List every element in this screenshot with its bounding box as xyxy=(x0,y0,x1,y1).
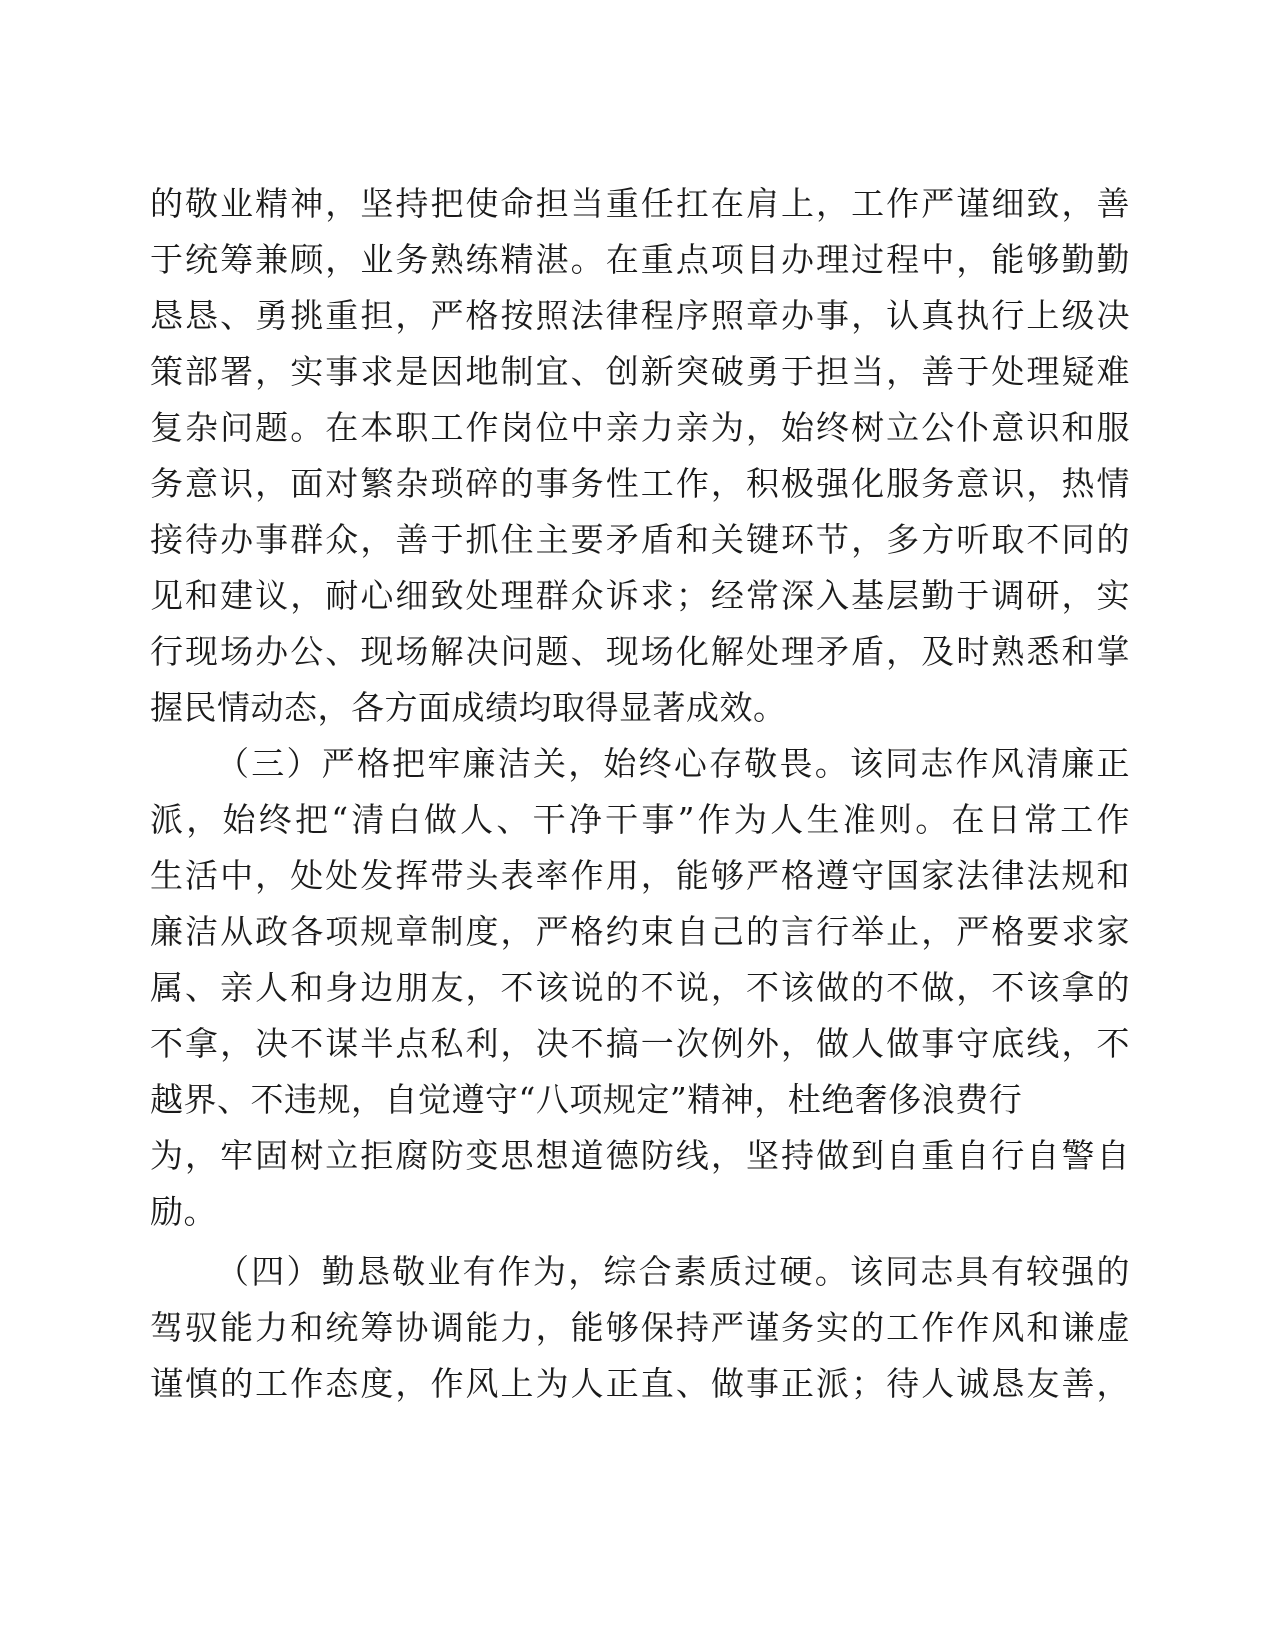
text-line-14: 廉洁从政各项规章制度，严格约束自己的言行举止，严格要求家 xyxy=(150,912,1130,951)
text-line-9: 行现场办公、现场解决问题、现场化解处理矛盾，及时熟悉和掌 xyxy=(150,632,1130,671)
text-line-18: 为，牢固树立拒腐防变思想道德防线，坚持做到自重自行自警自 xyxy=(150,1136,1130,1175)
section-3-heading-line: （三）严格把牢廉洁关，始终心存敬畏。该同志作风清廉正 xyxy=(216,744,1130,783)
text-line-19: 励。 xyxy=(150,1192,217,1231)
text-line-2: 于统筹兼顾，业务熟练精湛。在重点项目办理过程中，能够勤勤 xyxy=(150,240,1130,279)
text-line-15: 属、亲人和身边朋友，不该说的不说，不该做的不做，不该拿的 xyxy=(150,968,1130,1007)
text-line-3: 恳恳、勇挑重担，严格按照法律程序照章办事，认真执行上级决 xyxy=(150,296,1130,335)
text-line-17: 越界、不违规，自觉遵守“八项规定”精神，杜绝奢侈浪费行 xyxy=(150,1080,1023,1119)
text-line-16: 不拿，决不谋半点私利，决不搞一次例外，做人做事守底线，不 xyxy=(150,1024,1130,1063)
section-4-heading-line: （四）勤恳敬业有作为，综合素质过硬。该同志具有较强的 xyxy=(216,1252,1130,1291)
text-line-1: 的敬业精神，坚持把使命担当重任扛在肩上，工作严谨细致，善 xyxy=(150,184,1130,223)
text-line-21: 驾驭能力和统筹协调能力，能够保持严谨务实的工作作风和谦虚 xyxy=(150,1308,1130,1347)
text-line-13: 生活中，处处发挥带头表率作用，能够严格遵守国家法律法规和 xyxy=(150,856,1130,895)
text-line-5: 复杂问题。在本职工作岗位中亲力亲为，始终树立公仆意识和服 xyxy=(150,408,1130,447)
text-line-4: 策部署，实事求是因地制宜、创新突破勇于担当，善于处理疑难 xyxy=(150,352,1130,391)
text-line-10: 握民情动态，各方面成绩均取得显著成效。 xyxy=(150,688,787,727)
text-line-8: 见和建议，耐心细致处理群众诉求；经常深入基层勤于调研，实 xyxy=(150,576,1130,615)
text-line-7: 接待办事群众，善于抓住主要矛盾和关键环节，多方听取不同的 xyxy=(150,520,1130,559)
text-line-12: 派，始终把“清白做人、干净干事”作为人生准则。在日常工作 xyxy=(150,800,1130,839)
text-line-22: 谨慎的工作态度，作风上为人正直、做事正派；待人诚恳友善， xyxy=(150,1364,1130,1403)
text-line-6: 务意识，面对繁杂琐碎的事务性工作，积极强化服务意识，热情 xyxy=(150,464,1130,503)
